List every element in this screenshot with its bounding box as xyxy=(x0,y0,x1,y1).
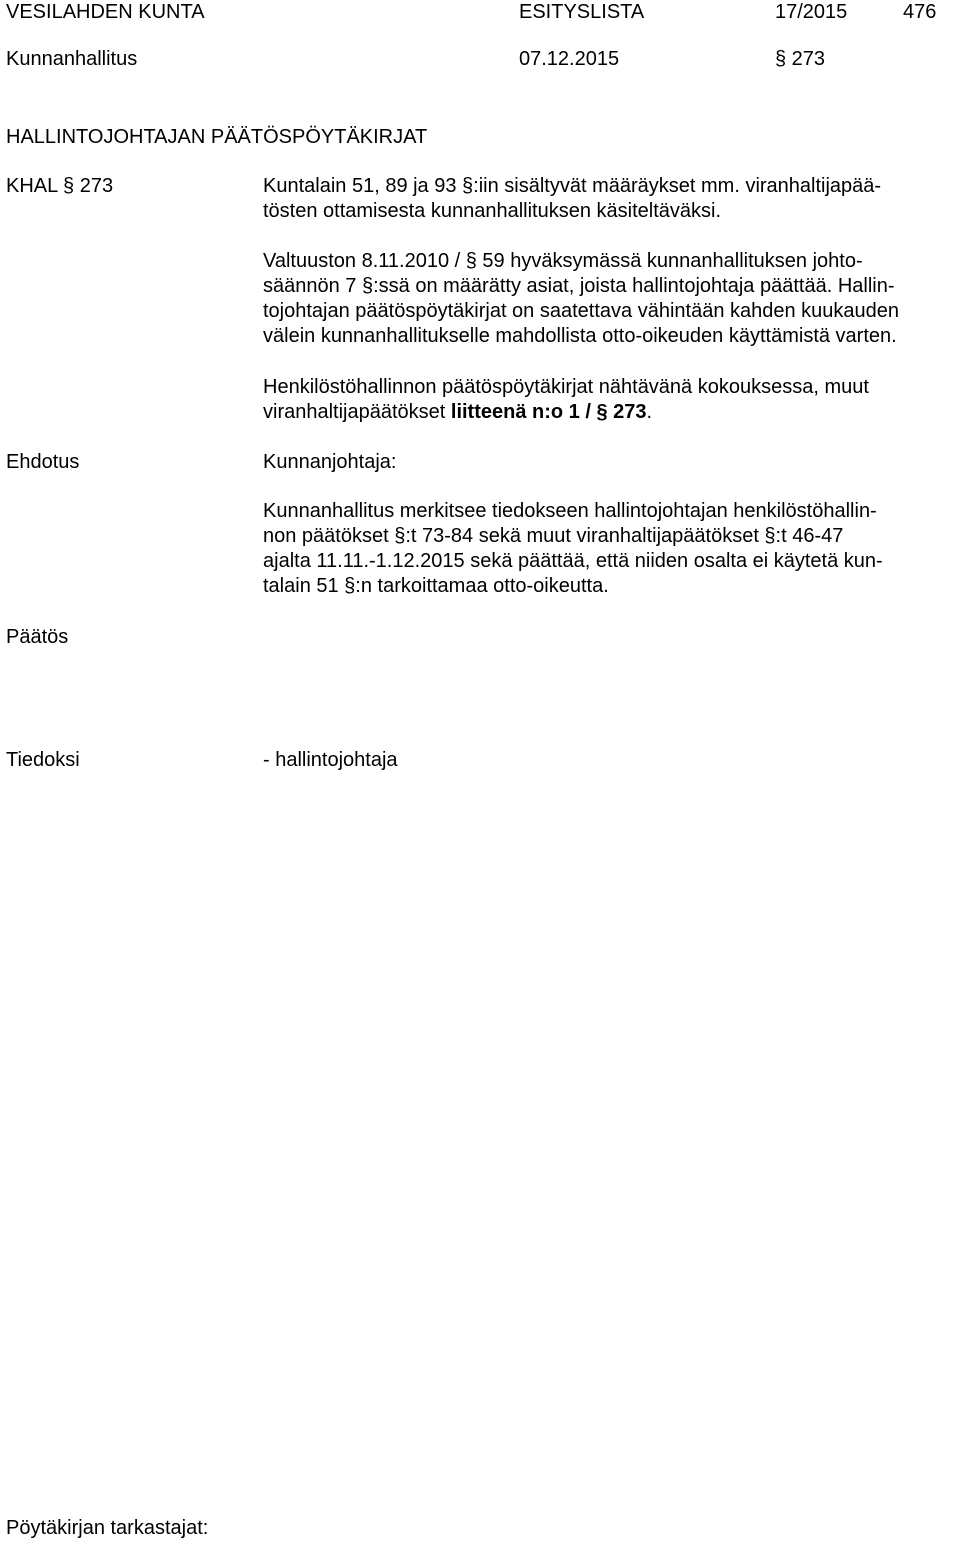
proposal-paragraph xyxy=(263,499,953,599)
document-type: ESITYSLISTA xyxy=(519,1,645,23)
page-title: HALLINTOJOHTAJAN PÄÄTÖSPÖYTÄKIRJAT xyxy=(6,126,428,148)
document-number: 17/2015 xyxy=(775,1,848,23)
attachment-suffix: . xyxy=(646,401,653,423)
text-line: Henkilöstöhallinnon päätöspöytäkirjat nähtävänä kokouksessa, muut xyxy=(263,376,869,398)
municipality-name: VESILAHDEN KUNTA xyxy=(6,1,205,23)
attachment-paragraph xyxy=(263,375,953,425)
section-number: § 273 xyxy=(775,48,826,70)
text-line: tojohtajan päätöspöytäkirjat on saatettava vähintään kahden kuukauden xyxy=(263,300,900,322)
text-line: Kunnanhallitus merkitsee tiedokseen hallintojohtajan henkilöstöhallin- xyxy=(263,500,877,522)
meeting-body: Kunnanhallitus xyxy=(6,48,138,70)
page-number: 476 xyxy=(903,1,937,23)
case-label: KHAL § 273 xyxy=(6,175,114,197)
text-line: tösten ottamisesta kunnanhallituksen käsiteltäväksi. xyxy=(263,200,722,222)
text-line: välein kunnanhallitukselle mahdollista otto-oikeuden käyttämistä varten. xyxy=(263,325,897,347)
attachment-reference: liitteenä n:o 1 / § 273 xyxy=(450,401,647,423)
text-line: non päätökset §:t 73-84 sekä muut viranhaltijapäätökset §:t 46-47 xyxy=(263,525,844,547)
text-line: Kuntalain 51, 89 ja 93 §:iin sisältyvät määräykset mm. viranhaltijapää- xyxy=(263,175,882,197)
notify-label: Tiedoksi xyxy=(6,749,80,771)
decision-label: Päätös xyxy=(6,626,69,648)
text-line: säännön 7 §:ssä on määrätty asiat, joista hallintojohtaja päättää. Hallin- xyxy=(263,275,895,297)
intro-paragraph xyxy=(263,174,953,224)
attachment-prefix: viranhaltijapäätökset xyxy=(263,401,451,423)
rules-paragraph xyxy=(263,249,953,349)
meeting-date: 07.12.2015 xyxy=(519,48,620,70)
text-line: ajalta 11.11.-1.12.2015 sekä päättää, että niiden osalta ei käytetä kun- xyxy=(263,550,883,572)
presenter-label: Kunnanjohtaja: xyxy=(263,451,397,473)
text-line xyxy=(263,400,953,425)
notify-recipient: - hallintojohtaja xyxy=(263,749,398,771)
proposal-label: Ehdotus xyxy=(6,451,80,473)
inspectors-label: Pöytäkirjan tarkastajat: xyxy=(6,1517,209,1539)
text-line: talain 51 §:n tarkoittamaa otto-oikeutta. xyxy=(263,575,609,597)
text-line: Valtuuston 8.11.2010 / § 59 hyväksymässä kunnanhallituksen johto- xyxy=(263,250,863,272)
